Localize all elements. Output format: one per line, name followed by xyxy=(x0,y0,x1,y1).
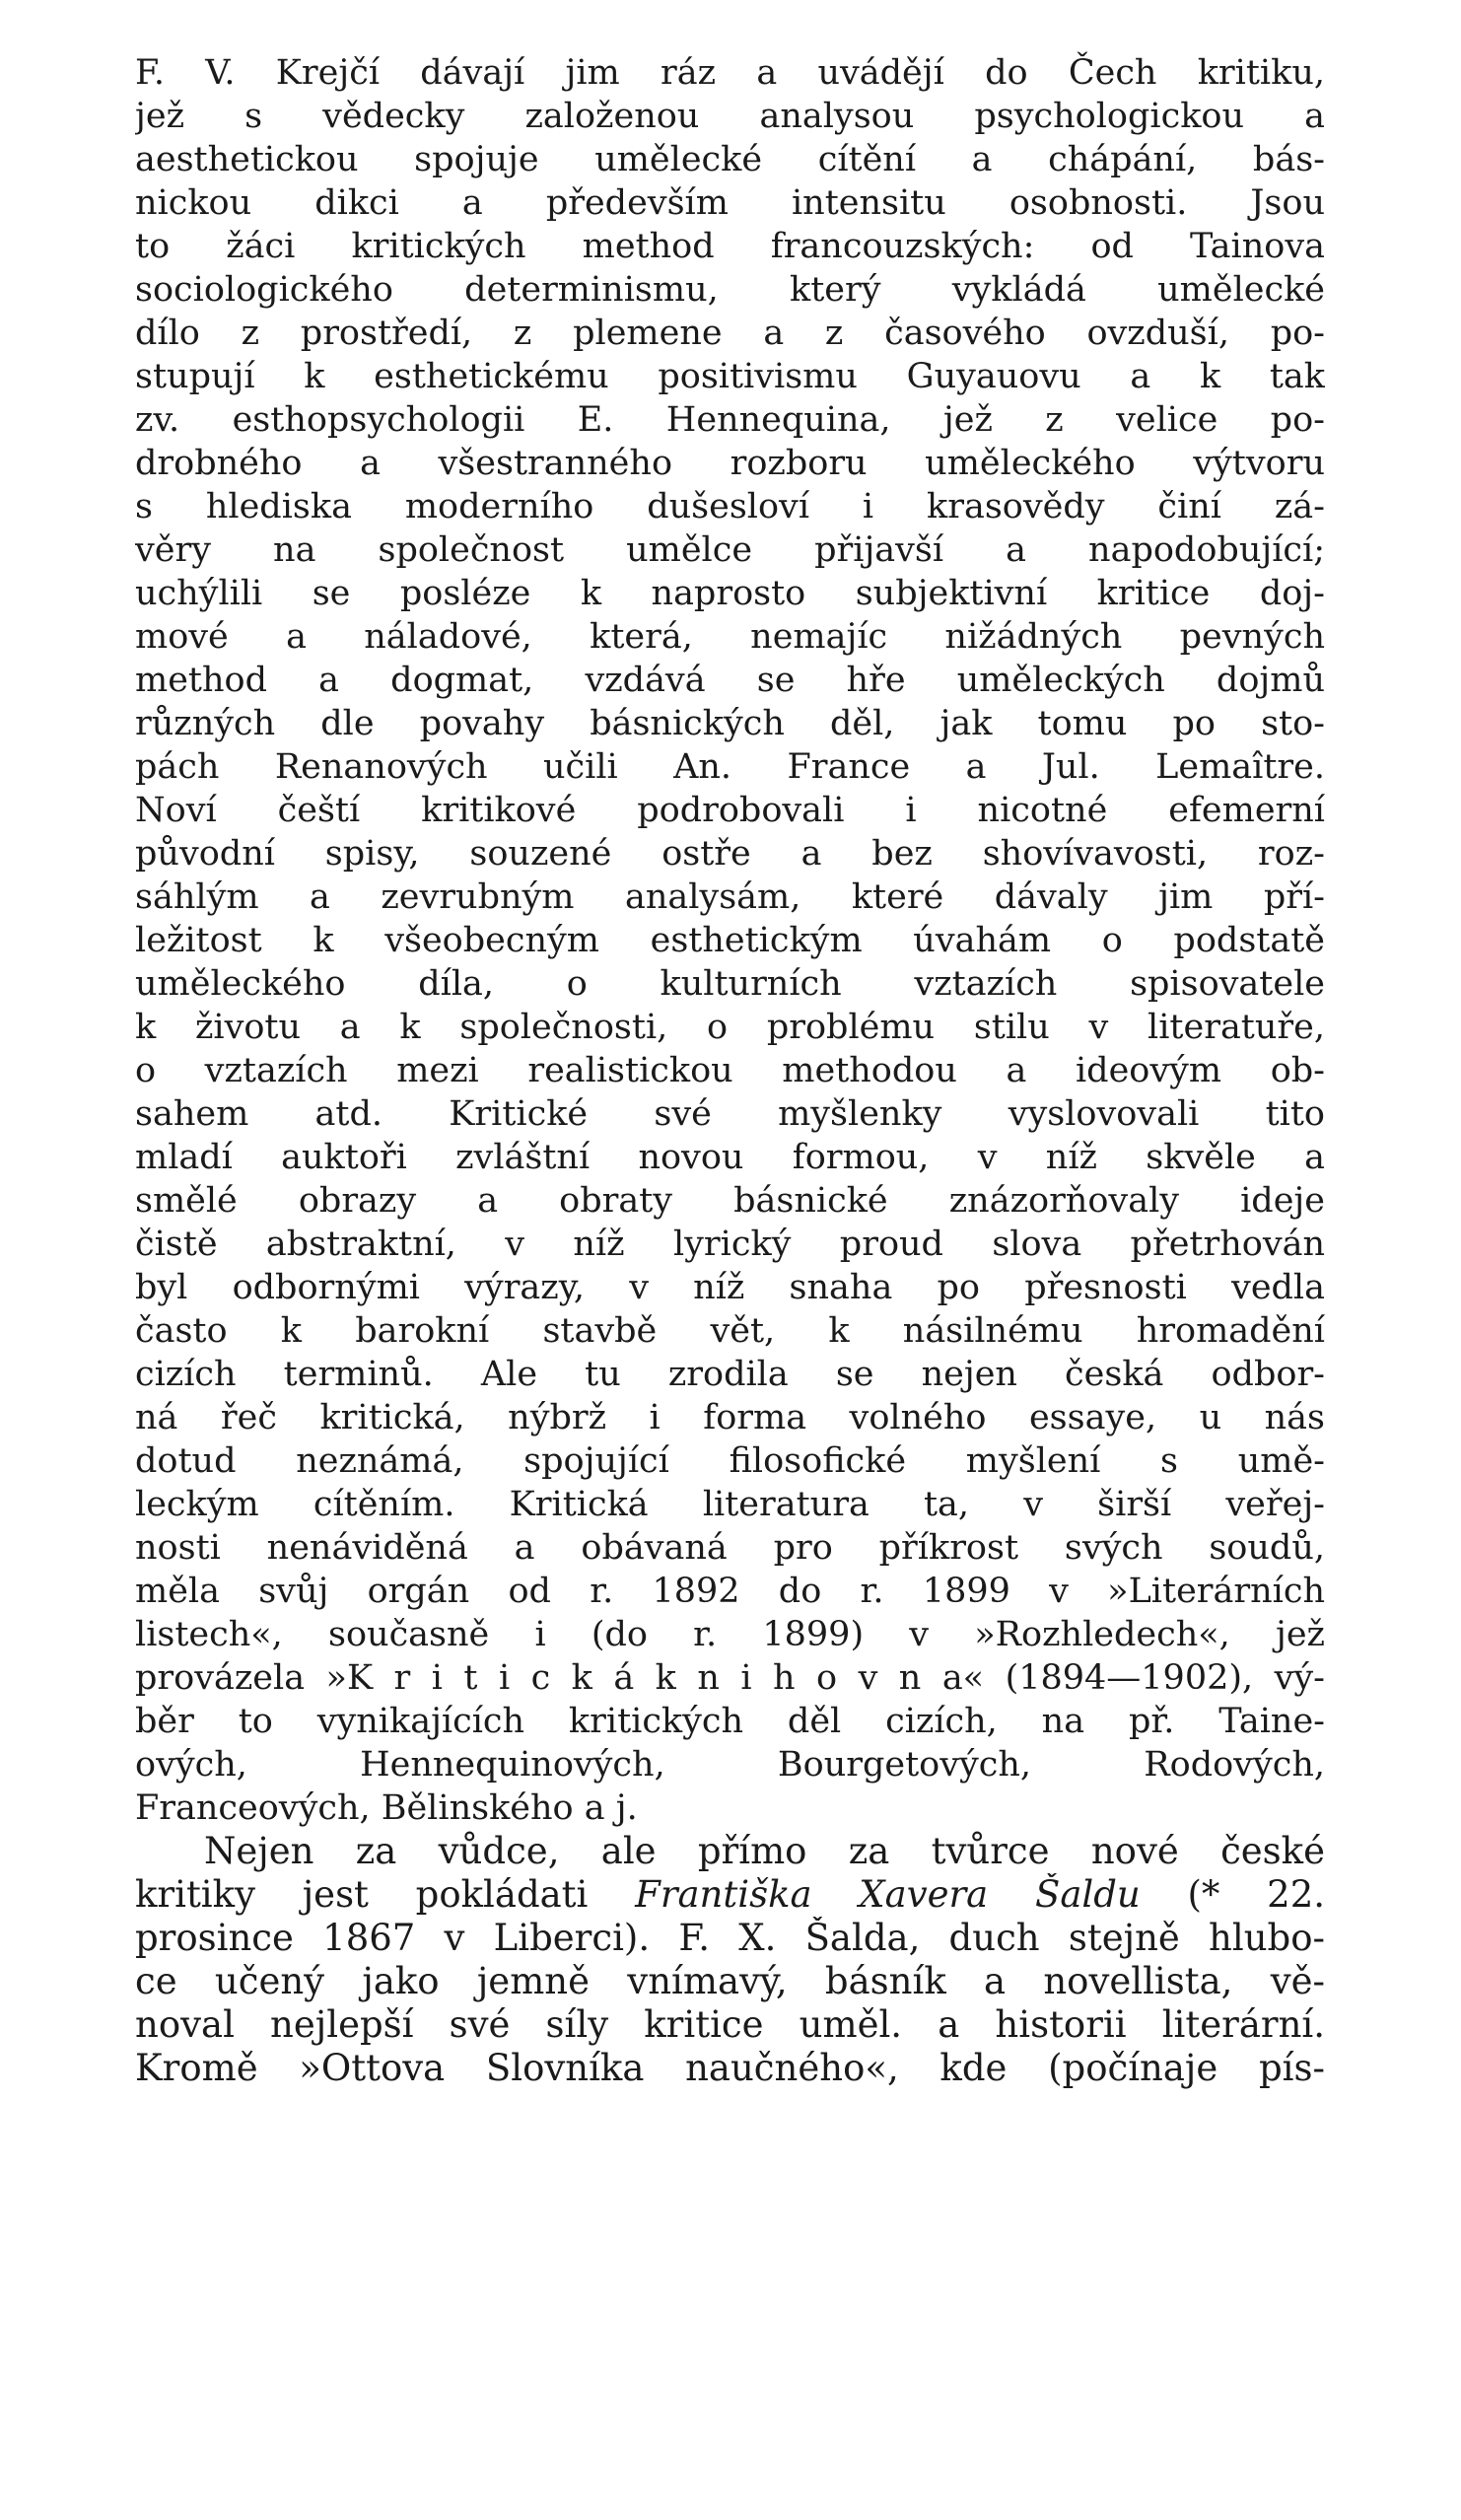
text-line: uchýlili se posléze k naprosto subjektivní kritice doj- xyxy=(135,574,1325,613)
text-line: kritiky jest pokládati Františka Xavera Šaldu (* 22. xyxy=(135,1873,1325,1916)
text-line: Nejen za vůdce, ale přímo za tvůrce nové české xyxy=(204,1830,1325,1872)
text-line: ležitost k všeobecným esthetickým úvahám o podstatě xyxy=(135,921,1325,960)
text-line: o vztazích mezi realistickou methodou a ideovým ob- xyxy=(135,1051,1325,1090)
text-line: nosti nenáviděná a obávaná pro příkrost svých soudů, xyxy=(135,1528,1325,1568)
paragraph-1 xyxy=(135,51,1325,1830)
text-line: smělé obrazy a obraty básnické znázorňovaly ideje xyxy=(135,1181,1325,1221)
text-line: nickou dikci a především intensitu osobnosti. Jsou xyxy=(135,183,1325,223)
text-line: mové a náladové, která, nemajíc nižádných pevných xyxy=(135,617,1325,657)
text-line: to žáci kritických method francouzských: od Tainova xyxy=(135,227,1325,266)
emphasized-name: Františka Xavera Šaldu xyxy=(635,1873,1141,1916)
text-line: F. V. Krejčí dávají jim ráz a uvádějí do Čech kritiku, xyxy=(135,53,1325,93)
text-line: method a dogmat, vzdává se hře uměleckých dojmů xyxy=(135,661,1325,700)
text-line: leckým cítěním. Kritická literatura ta, v širší veřej- xyxy=(135,1485,1325,1524)
text-line: cizích terminů. Ale tu zrodila se nejen česká odbor- xyxy=(135,1355,1325,1394)
text-line: věry na společnost umělce přijavší a napodobující; xyxy=(135,530,1325,570)
text-line: ná řeč kritická, nýbrž i forma volného essaye, u nás xyxy=(135,1398,1325,1437)
text-line: sahem atd. Kritické své myšlenky vyslovovali tito xyxy=(135,1094,1325,1134)
text-line: ce učený jako jemně vnímavý, básník a novellista, vě- xyxy=(135,1960,1325,2002)
text-line: běr to vynikajících kritických děl cizích, na př. Taine- xyxy=(135,1702,1325,1741)
paragraph-2 xyxy=(135,1830,1325,2090)
text-line: dílo z prostředí, z plemene a z časového ovzduší, po- xyxy=(135,314,1325,353)
text-line: s hlediska moderního dušesloví i krasovědy činí zá- xyxy=(135,487,1325,526)
text-line: čistě abstraktní, v níž lyrický proud slova přetrhován xyxy=(135,1225,1325,1264)
text-line: různých dle povahy básnických děl, jak tomu po sto- xyxy=(135,704,1325,743)
text-line: měla svůj orgán od r. 1892 do r. 1899 v »Literárních xyxy=(135,1572,1325,1611)
text-line: zv. esthopsychologii E. Hennequina, jež z velice po- xyxy=(135,400,1325,440)
text-line: provázela »K r i t i c k á k n i h o v n a« (1894—1902), vý- xyxy=(135,1658,1325,1698)
text-line: dotud neznámá, spojující filosofické myšlení s umě- xyxy=(135,1441,1325,1481)
text-line: listech«, současně i (do r. 1899) v »Rozhledech«, jež xyxy=(135,1615,1325,1654)
text-line: jež s vědecky založenou analysou psychologickou a xyxy=(135,97,1325,136)
text-line: byl odbornými výrazy, v níž snaha po přesnosti vedla xyxy=(135,1268,1325,1307)
text-line: ových, Hennequinových, Bourgetových, Rodových, xyxy=(135,1745,1325,1785)
text-line: pách Renanových učili An. France a Jul. Lemaître. xyxy=(135,747,1325,787)
text-line: uměleckého díla, o kulturních vztazích spisovatele xyxy=(135,964,1325,1004)
text-line: prosince 1867 v Liberci). F. X. Šalda, duch stejně hlubo- xyxy=(135,1917,1325,1959)
text-line: aesthetickou spojuje umělecké cítění a chápání, bás- xyxy=(135,140,1325,179)
text-line: k životu a k společnosti, o problému stilu v literatuře, xyxy=(135,1008,1325,1047)
text-line: stupují k esthetickému positivismu Guyauovu a k tak xyxy=(135,357,1325,396)
text-line: mladí auktoři zvláštní novou formou, v níž skvěle a xyxy=(135,1138,1325,1177)
text-line: drobného a všestranného rozboru uměleckého výtvoru xyxy=(135,444,1325,483)
text-line: Kromě »Ottova Slovníka naučného«, kde (počínaje pís- xyxy=(135,2047,1325,2089)
text-line: noval nejlepší své síly kritice uměl. a historii literární. xyxy=(135,2003,1325,2046)
document-page xyxy=(135,51,1325,2090)
text-line: sociologického determinismu, který vykládá umělecké xyxy=(135,270,1325,310)
text-line: původní spisy, souzené ostře a bez shovívavosti, roz- xyxy=(135,834,1325,874)
text-line: Franceových, Bělinského a j. xyxy=(135,1788,638,1828)
text-line: sáhlým a zevrubným analysám, které dávaly jim pří- xyxy=(135,877,1325,917)
text-line: Noví čeští kritikové podrobovali i nicotné efemerní xyxy=(135,791,1325,830)
text-line: často k barokní stavbě vět, k násilnému hromadění xyxy=(135,1311,1325,1351)
